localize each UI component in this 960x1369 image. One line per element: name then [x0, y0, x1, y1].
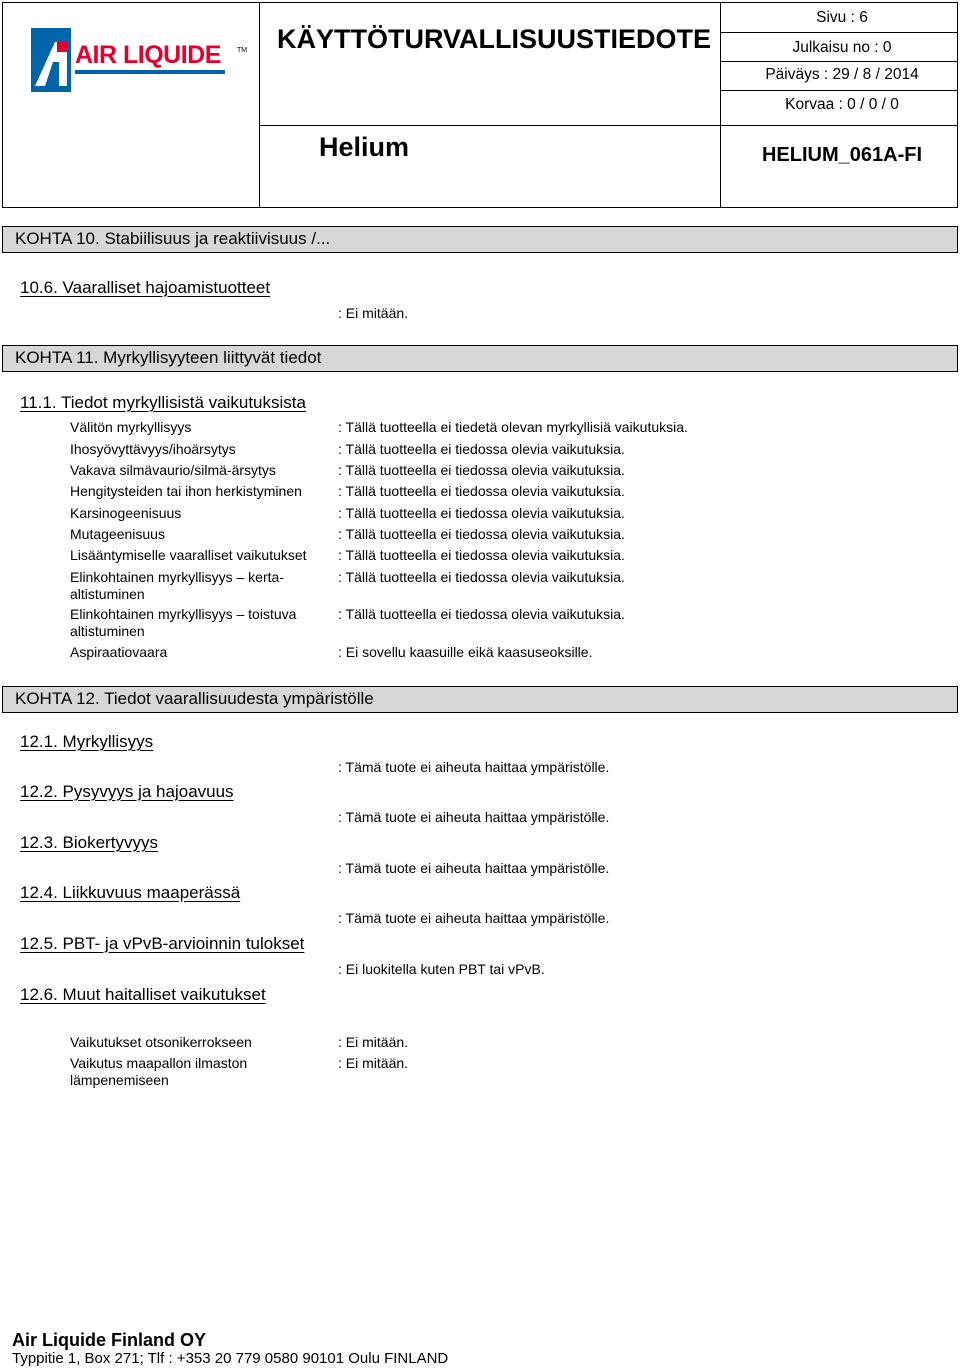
subsection-12-1-value: : Tämä tuote ei aiheuta haittaa ympäristölle. — [338, 759, 610, 775]
header-divider — [720, 61, 957, 62]
section-10-title: KOHTA 10. Stabiilisuus ja reaktiivisuus /... — [2, 226, 958, 253]
subsection-12-3-heading: 12.3. Biokertyvyys — [20, 833, 158, 852]
air-liquide-logo — [31, 28, 247, 92]
environmental-effect-value: : Ei mitään. — [338, 1034, 409, 1050]
page-number: Sivu : 6 — [816, 9, 868, 26]
toxicity-value: : Tällä tuotteella ei tiedossa olevia vaikutuksia. — [338, 441, 625, 457]
product-name: Helium — [319, 132, 410, 162]
section-12-title: KOHTA 12. Tiedot vaarallisuudesta ympäristölle — [2, 686, 958, 713]
subsection-12-3-value: : Tämä tuote ei aiheuta haittaa ympäristölle. — [338, 860, 610, 876]
subsection-11-1-heading: 11.1. Tiedot myrkyllisistä vaikutuksista — [20, 393, 306, 412]
section-11-title: KOHTA 11. Myrkyllisyyteen liittyvät tiedot — [2, 345, 958, 372]
toxicity-label: Aspiraatiovaara — [70, 644, 168, 660]
toxicity-value: : Tällä tuotteella ei tiedossa olevia vaikutuksia. — [338, 547, 625, 563]
toxicity-value: : Tällä tuotteella ei tiedossa olevia vaikutuksia. — [338, 462, 625, 478]
toxicity-label: Karsinogeenisuus — [70, 505, 182, 521]
toxicity-label: Elinkohtainen myrkyllisyys – kerta-altistuminen — [70, 569, 284, 602]
toxicity-label: Vakava silmävaurio/silmä-ärsytys — [70, 462, 276, 478]
header-divider — [720, 3, 721, 207]
toxicity-label: Välitön myrkyllisyys — [70, 419, 192, 435]
toxicity-value: : Tällä tuotteella ei tiedossa olevia vaikutuksia. — [338, 505, 625, 521]
header-divider — [720, 90, 957, 91]
toxicity-value: : Tällä tuotteella ei tiedossa olevia vaikutuksia. — [338, 483, 625, 499]
environmental-effect-label: Vaikutukset otsonikerrokseen — [70, 1034, 252, 1050]
subsection-12-2-heading: 12.2. Pysyvyys ja hajoavuus — [20, 782, 234, 801]
replaces-date: Korvaa : 0 / 0 / 0 — [785, 96, 899, 113]
subsection-12-5-heading: 12.5. PBT- ja vPvB-arvioinnin tulokset — [20, 934, 305, 953]
header-divider — [259, 3, 260, 207]
toxicity-value: : Tällä tuotteella ei tiedossa olevia vaikutuksia. — [338, 606, 625, 622]
toxicity-label: Hengitysteiden tai ihon herkistyminen — [70, 483, 302, 499]
toxicity-value: : Tällä tuotteella ei tiedossa olevia vaikutuksia. — [338, 526, 625, 542]
footer-company-name: Air Liquide Finland OY — [12, 1330, 207, 1350]
header-divider — [259, 125, 957, 126]
subsection-12-1-heading: 12.1. Myrkyllisyys — [20, 732, 154, 751]
toxicity-label: Lisääntymiselle vaaralliset vaikutukset — [70, 547, 307, 563]
trademark-mark: TM — [237, 47, 248, 54]
revision-date: Päiväys : 29 / 8 / 2014 — [765, 66, 919, 83]
document-header — [2, 2, 958, 208]
logo-underline — [75, 70, 225, 74]
toxicity-value: : Tällä tuotteella ei tiedetä olevan myrkyllisiä vaikutuksia. — [338, 419, 688, 435]
subsection-12-6-heading: 12.6. Muut haitalliset vaikutukset — [20, 985, 266, 1004]
subsection-12-5-value: : Ei luokitella kuten PBT tai vPvB. — [338, 961, 545, 977]
toxicity-label: Mutageenisuus — [70, 526, 165, 542]
footer-address: Typpitie 1, Box 271; Tlf : +353 20 779 0580 90101 Oulu FINLAND — [12, 1350, 449, 1367]
document-code: HELIUM_061A-FI — [761, 144, 923, 166]
toxicity-value: : Tällä tuotteella ei tiedossa olevia vaikutuksia. — [338, 569, 625, 585]
logo-wordmark: AIR LIQUIDE — [75, 41, 221, 69]
document-title: KÄYTTÖTURVALLISUUSTIEDOTE — [277, 24, 712, 54]
toxicity-value: : Ei sovellu kaasuille eikä kaasuseoksille. — [338, 644, 593, 660]
subsection-10-6-value: : Ei mitään. — [338, 305, 409, 321]
subsection-12-2-value: : Tämä tuote ei aiheuta haittaa ympäristölle. — [338, 809, 610, 825]
environmental-effect-value: : Ei mitään. — [338, 1055, 409, 1071]
air-liquide-logo-icon — [31, 28, 71, 92]
environmental-effect-label: Vaikutus maapallon ilmaston lämpenemiseen — [70, 1055, 248, 1088]
toxicity-label: Ihosyövyttävyys/ihoärsytys — [70, 441, 236, 457]
header-divider — [720, 32, 957, 33]
subsection-12-4-heading: 12.4. Liikkuvuus maaperässä — [20, 883, 241, 902]
subsection-10-6-heading: 10.6. Vaaralliset hajoamistuotteet — [20, 278, 271, 297]
subsection-12-4-value: : Tämä tuote ei aiheuta haittaa ympäristölle. — [338, 910, 610, 926]
edition-number: Julkaisu no : 0 — [792, 39, 892, 56]
toxicity-label: Elinkohtainen myrkyllisyys – toistuva altistuminen — [70, 606, 297, 639]
